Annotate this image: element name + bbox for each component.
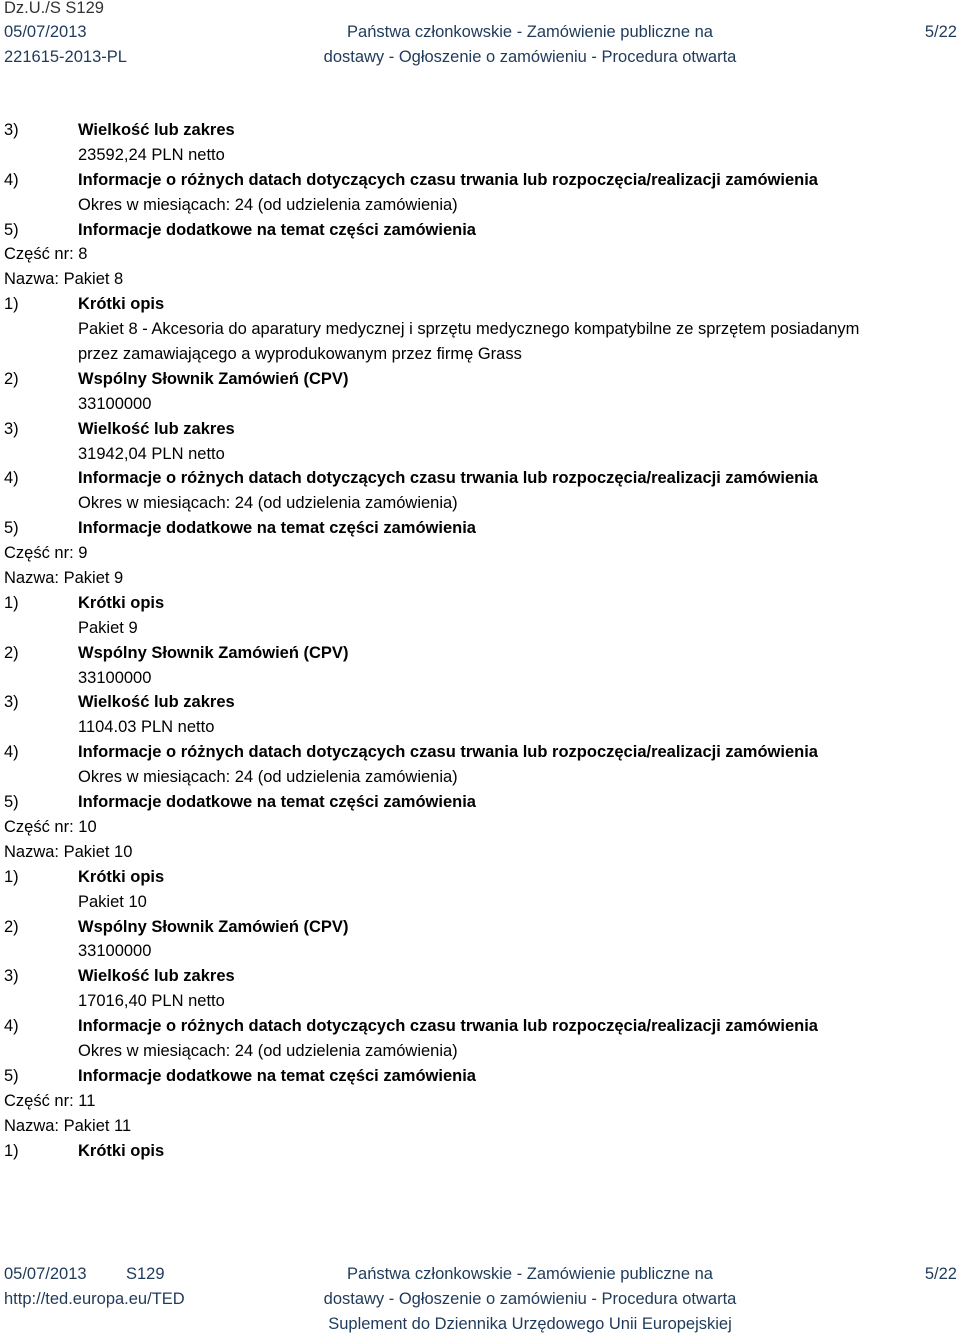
- section-number: 1): [4, 867, 19, 886]
- section-value: [0, 193, 960, 218]
- page-header: [0, 0, 960, 75]
- section-title: Informacje dodatkowe na temat części zamówienia: [78, 519, 476, 538]
- page-footer: [0, 1262, 960, 1337]
- section-title: Krótki opis: [78, 867, 165, 886]
- section-heading: [0, 690, 960, 715]
- section-number: 5): [4, 793, 19, 812]
- short-description: Pakiet 10: [78, 892, 147, 911]
- section-heading: [0, 218, 960, 243]
- lot-name: Nazwa: Pakiet 8: [4, 270, 124, 289]
- lot-name: Nazwa: Pakiet 9: [4, 569, 124, 588]
- lot-part-number: Część nr: 9: [4, 544, 88, 563]
- section-title: Wielkość lub zakres: [78, 693, 235, 712]
- section-heading: [0, 865, 960, 890]
- size-value: 17016,40 PLN netto: [78, 992, 225, 1011]
- notice-id: 221615-2013-PL: [4, 48, 127, 66]
- footer-title-line1: Państwa członkowskie - Zamówienie publiczne na: [347, 1265, 713, 1283]
- size-value: 1104.03 PLN netto: [78, 718, 215, 737]
- section-heading: [0, 516, 960, 541]
- section-heading: [0, 591, 960, 616]
- section-heading: [0, 1139, 960, 1164]
- header-page-number: 5/22: [924, 23, 957, 41]
- section-title: Informacje dodatkowe na temat części zamówienia: [78, 1066, 476, 1085]
- section-number: 5): [4, 519, 19, 538]
- section-number: 5): [4, 220, 19, 239]
- section-title: Informacje dodatkowe na temat części zamówienia: [78, 220, 476, 239]
- section-number: 4): [4, 743, 19, 762]
- section-heading: [0, 417, 960, 442]
- section-heading: [0, 466, 960, 491]
- short-description: Pakiet 9: [78, 618, 138, 637]
- section-heading: [0, 168, 960, 193]
- short-description: Pakiet 8 - Akcesoria do aparatury medycznej i sprzętu medycznego kompatybilne ze sprzętem posiadanym: [78, 320, 860, 339]
- lot-block-10: [0, 815, 960, 1089]
- size-value: 23592,24 PLN netto: [78, 145, 225, 164]
- section-title: Wspólny Słownik Zamówień (CPV): [78, 643, 349, 662]
- cpv-code: 33100000: [78, 942, 152, 961]
- lot-block-8: [0, 242, 960, 541]
- section-heading: [0, 641, 960, 666]
- section-title: Informacje o różnych datach dotyczących czasu trwania lub rozpoczęcia/realizacji zamówienia: [78, 469, 818, 488]
- section-number: 3): [4, 967, 19, 986]
- section-heading: [0, 790, 960, 815]
- section-heading: [0, 1064, 960, 1089]
- short-description: przez zamawiającego a wyprodukowanym przez firmę Grass: [78, 345, 522, 364]
- section-title: Krótki opis: [78, 593, 165, 612]
- section-number: 1): [4, 295, 19, 314]
- section-number: 3): [4, 693, 19, 712]
- section-heading: [0, 915, 960, 940]
- lot-block-9: [0, 541, 960, 815]
- period-value: Okres w miesiącach: 24 (od udzielenia zamówienia): [78, 195, 458, 214]
- section-title: Informacje o różnych datach dotyczących czasu trwania lub rozpoczęcia/realizacji zamówienia: [78, 1017, 818, 1036]
- lot-block-11: [0, 1089, 960, 1164]
- footer-date: 05/07/2013: [4, 1265, 87, 1283]
- section-title: Krótki opis: [78, 1141, 165, 1160]
- lot-name: Nazwa: Pakiet 10: [4, 842, 133, 861]
- size-value: 31942,04 PLN netto: [78, 444, 225, 463]
- period-value: Okres w miesiącach: 24 (od udzielenia zamówienia): [78, 768, 458, 787]
- section-title: Informacje dodatkowe na temat części zamówienia: [78, 793, 476, 812]
- section-title: Informacje o różnych datach dotyczących czasu trwania lub rozpoczęcia/realizacji zamówienia: [78, 743, 818, 762]
- section-number: 1): [4, 1141, 19, 1160]
- section-heading: [0, 1014, 960, 1039]
- section-number: 5): [4, 1066, 19, 1085]
- lot-part-number: Część nr: 11: [4, 1091, 96, 1110]
- section-number: 2): [4, 917, 19, 936]
- footer-title-line3: Suplement do Dziennika Urzędowego Unii Europejskiej: [328, 1315, 732, 1333]
- lot-7-fragment: [0, 118, 960, 242]
- section-number: 4): [4, 1017, 19, 1036]
- lot-part-number: Część nr: 8: [4, 245, 88, 264]
- document-body: [0, 118, 960, 1163]
- header-title-line1: Państwa członkowskie - Zamówienie publiczne na: [347, 23, 713, 41]
- section-heading: [0, 367, 960, 392]
- section-number: 2): [4, 369, 19, 388]
- section-heading: [0, 118, 960, 143]
- cpv-code: 33100000: [78, 394, 152, 413]
- lot-part-number: Część nr: 10: [4, 817, 97, 836]
- period-value: Okres w miesiącach: 24 (od udzielenia zamówienia): [78, 494, 458, 513]
- section-title: Wielkość lub zakres: [78, 967, 235, 986]
- footer-issue: S129: [126, 1265, 165, 1283]
- section-heading: [0, 740, 960, 765]
- section-title: Wielkość lub zakres: [78, 419, 235, 438]
- footer-title-line2: dostawy - Ogłoszenie o zamówieniu - Procedura otwarta: [323, 1290, 737, 1308]
- section-title: Wspólny Słownik Zamówień (CPV): [78, 369, 349, 388]
- period-value: Okres w miesiącach: 24 (od udzielenia zamówienia): [78, 1041, 458, 1060]
- section-title: Krótki opis: [78, 295, 165, 314]
- section-value: [0, 143, 960, 168]
- section-title: Wspólny Słownik Zamówień (CPV): [78, 917, 349, 936]
- section-number: 2): [4, 643, 19, 662]
- header-date: 05/07/2013: [4, 23, 87, 41]
- lot-name: Nazwa: Pakiet 11: [4, 1116, 132, 1135]
- section-number: 1): [4, 593, 19, 612]
- cpv-code: 33100000: [78, 668, 152, 687]
- section-title: Informacje o różnych datach dotyczących czasu trwania lub rozpoczęcia/realizacji zamówienia: [78, 170, 818, 189]
- section-number: 3): [4, 121, 19, 139]
- section-number: 3): [4, 419, 19, 438]
- section-title: Wielkość lub zakres: [78, 121, 235, 139]
- section-number: 4): [4, 170, 19, 189]
- section-number: 4): [4, 469, 19, 488]
- section-heading: [0, 964, 960, 989]
- section-heading: [0, 292, 960, 317]
- header-title-line2: dostawy - Ogłoszenie o zamówieniu - Procedura otwarta: [323, 48, 737, 66]
- footer-url-link[interactable]: http://ted.europa.eu/TED: [4, 1290, 185, 1308]
- doc-reference: Dz.U./S S129: [4, 0, 104, 17]
- footer-page-number: 5/22: [924, 1265, 957, 1283]
